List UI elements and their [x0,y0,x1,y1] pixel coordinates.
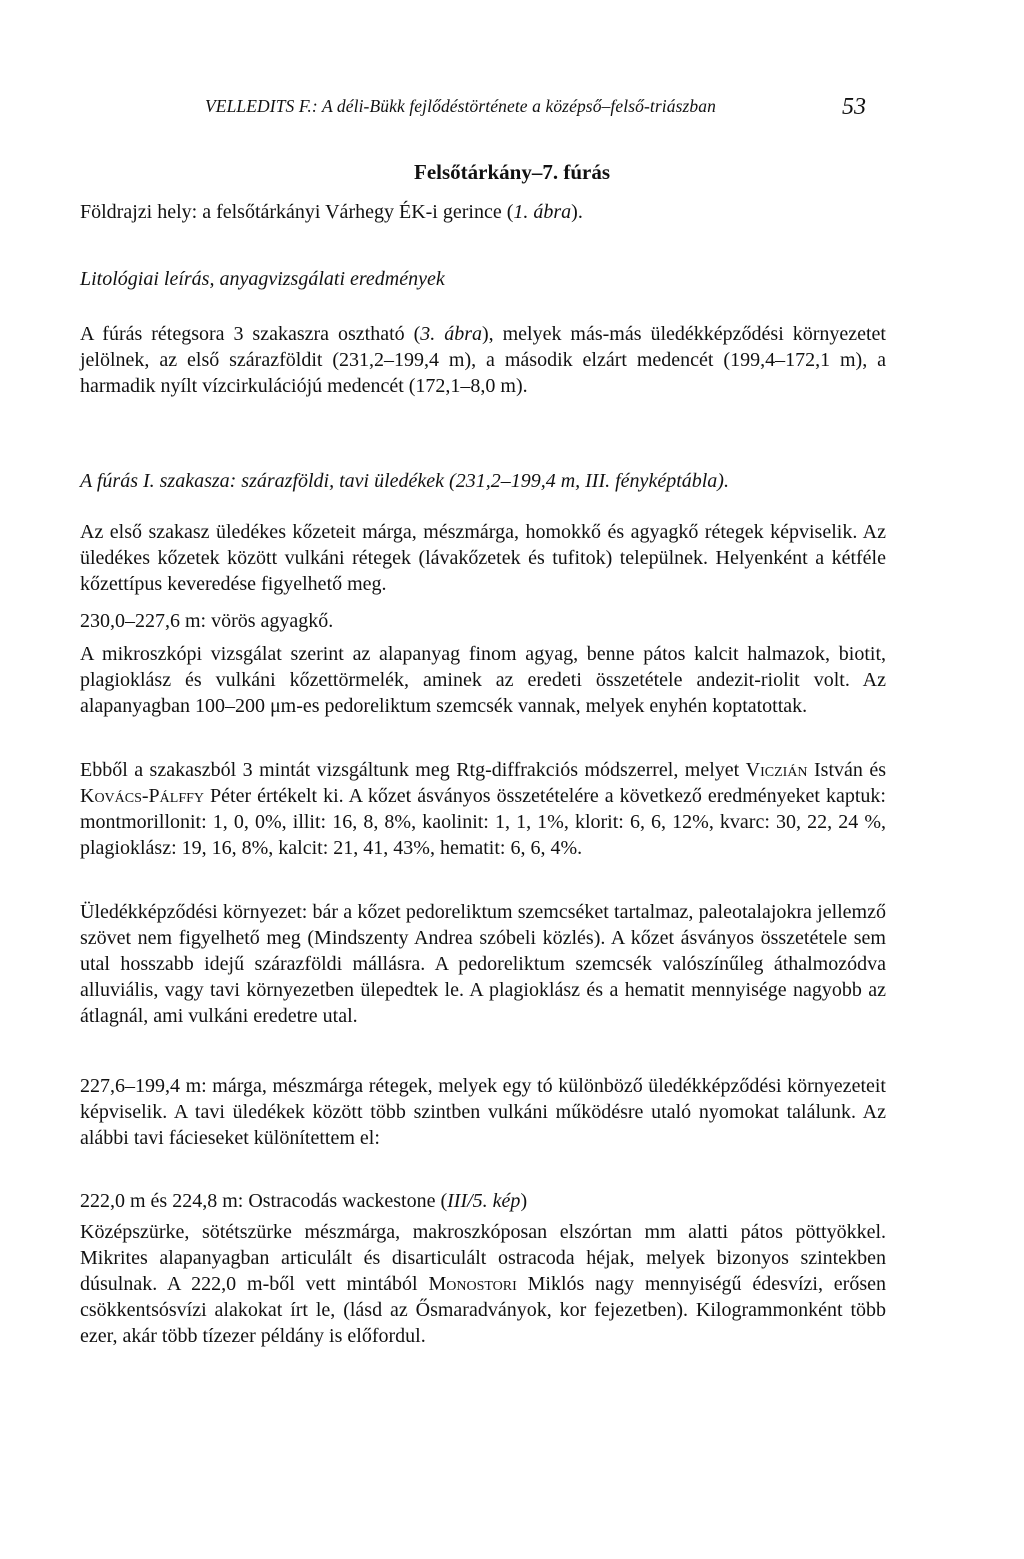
lithology-heading: Litológiai leírás, anyagvizsgálati eredmények [80,268,445,290]
depth-entry-2-text-a: 222,0 m és 224,8 m: Ostracodás wackestone ( [80,1190,448,1212]
running-header [205,96,716,117]
person-name-monostori: Monostori [428,1273,517,1295]
depth-entry-2 [80,1188,886,1214]
paragraph-2: A mikroszkópi vizsgálat szerint az alapanyag finom agyag, benne pátos kalcit halmazok, biotit, plagioklász és vulkáni kőzettörmelék, aminek az eredeti összetétele andezit-riolit volt. Az alapanyagban 100–200 μm-es pedoreliktum szemcsék vannak, melyek enyhén koptatottak. [80,643,886,717]
section-one-heading: A fúrás I. szakasza: szárazföldi, tavi üledékek (231,2–199,4 m, III. fényképtábla). [80,470,729,492]
person-name-kovacs-palffy: Kovács-Pálffy [80,785,205,807]
paragraph-6-text-b: Miklós nagy mennyiségű édesvízi, erősen csökkentsósvízi alakokat írt le, (lásd az Ősmaradványok, kor fejezetben). Kilogrammonként több ezer, akár több tízezer példány is előfordul. [80,1273,886,1347]
paragraph-1-text: Az első szakasz üledékes kőzeteit márga, mészmárga, homokkő és agyagkő rétegek képviselik. Az üledékes kőzetek között vulkáni rétegek (lávakőzetek és tufitok) települnek. Helyenként a kétféle kőzettípus keveredése figyelhető meg. [80,521,886,595]
paragraph-4: Üledékképződési környezet: bár a kőzet pedoreliktum szemcséket tartalmaz, paleotalajokra jellemző szövet nem figyelhető meg (Mindszenty Andrea szóbeli közlés). A kőzet ásványos összetétele sem utal hosszabb idejű szárazföldi mállásra. A pedoreliktum szemcsék valószínűleg áthalmozódva alluviális, vagy tavi környezetben ülepedtek le. A plagioklász és a hematit mennyisége nagyobb az átlagnál, ami vulkáni eredetre utal. [80,901,886,1027]
intro-paragraph [80,321,886,399]
page-number: 53 [842,94,866,120]
paragraph-3-text-a: Ebből a szakaszból 3 mintát vizsgáltunk meg Rtg-diffrakciós módszerrel, melyet [80,759,746,781]
depth-entry-2-text-b: ) [520,1190,528,1212]
location-end: ). [571,201,583,223]
location-label: Földrajzi hely: a felsőtárkányi Várhegy ÉK-i gerince ( [80,201,514,223]
header-title: A déli-Bükk fejlődéstörténete a középső–felső-triászban [321,96,716,116]
paragraph-3-text-b: István és [807,759,886,781]
intro-figure-ref: 3. ábra [420,323,482,345]
intro-text-2: ), melyek más-más üledékképződési környezetet jelölnek, az első szárazföldit (231,2–199,4 m), a második elzárt medencét (199,4–172,1 m), a harmadik nyílt vízcirkulációjú medencét (172,1–8,0 m). [80,323,886,397]
header-author: VELLEDITS F.: [205,96,318,116]
paragraph-3 [80,757,886,861]
paragraph-5: 227,6–199,4 m: márga, mészmárga rétegek, melyek egy tó különböző üledékképződési környezeteit képviselik. A tavi üledékek között több szintben vulkáni működésre utaló nyomokat találunk. Az alábbi tavi fácieseket különítettem el: [80,1075,886,1149]
intro-text-1: A fúrás rétegsora 3 szakaszra osztható ( [80,323,421,345]
location-line [80,201,583,224]
paragraph-1 [80,519,886,597]
paragraph-6-text-a: Középszürke, sötétszürke mészmárga, makroszkóposan elszórtan mm alatti pátos pöttyökkel. Mikrites alapanyagban articulált és disarticulált ostracoda héjak, melyek bizonyos szintekben dúsulnak. A 222,0 m-ből vett mintából [80,1221,886,1295]
paragraph-3-text-c: Péter értékelt ki. A kőzet ásványos összetételére a következő eredményeket kaptuk: montmorillonit: 1, 0, 0%, illit: 16, 8, 8%, kaolinit: 1, 1, 1%, klorit: 6, 6, 12%, kvarc: 30, 22, 24 %, plagioklász: 19, 16, 8%, kalcit: 21, 41, 43%, hematit: 6, 6, 4%. [80,785,886,859]
depth-entry-1: 230,0–227,6 m: vörös agyagkő. [80,610,334,632]
person-name-viczian: Viczián [745,759,808,781]
location-figure-ref: 1. ábra [513,201,572,223]
depth-entry-2-photo-ref: III/5. kép [447,1190,521,1212]
section-title: Felsőtárkány–7. fúrás [414,160,610,184]
paragraph-6 [80,1219,886,1349]
